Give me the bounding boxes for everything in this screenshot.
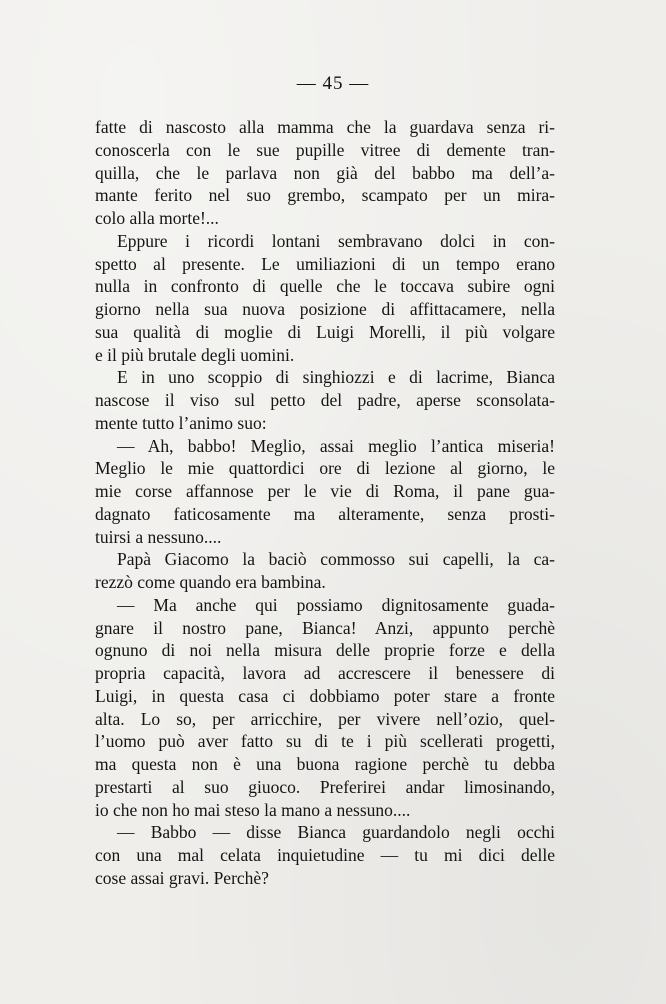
text-line: Eppure i ricordi lontani sembravano dolci in con- bbox=[117, 230, 555, 251]
text-line: ognuno di noi nella misura delle proprie forze e della bbox=[95, 640, 555, 661]
text-line: mie corse affannose per le vie di Roma, il pane gua- bbox=[95, 481, 555, 501]
text-line: fatte di nascosto alla mamma che la guardava senza ri- bbox=[95, 117, 555, 137]
text-line: Meglio le mie quattordici ore di lezione al giorno, le bbox=[95, 458, 555, 479]
text-line: io che non ho mai steso la mano a nessuno.... bbox=[95, 799, 411, 820]
text-line: — Babbo — disse Bianca guardandolo negli occhi bbox=[117, 822, 555, 843]
text-line: alta. Lo so, per arricchire, per vivere nell’ozio, quel- bbox=[95, 708, 555, 729]
text-line: l’uomo può aver fatto su di te i più scellerati progetti, bbox=[95, 731, 555, 752]
body-text bbox=[95, 116, 555, 890]
text-line: giorno nella sua nuova posizione di affittacamere, nella bbox=[95, 299, 555, 319]
text-line: E in uno scoppio di singhiozzi e di lacrime, Bianca bbox=[117, 367, 555, 388]
text-line: Luigi, in questa casa ci dobbiamo poter stare a fronte bbox=[95, 685, 555, 706]
text-line: rezzò come quando era bambina. bbox=[95, 572, 326, 592]
text-line: colo alla morte!... bbox=[95, 208, 219, 228]
text-line: tuirsi a nessuno.... bbox=[95, 526, 222, 547]
text-line: — Ma anche qui possiamo dignitosamente guada- bbox=[117, 594, 555, 615]
text-line: Papà Giacomo la baciò commosso sui capelli, la ca- bbox=[117, 549, 555, 570]
text-line: — Ah, babbo! Meglio, assai meglio l’antica miseria! bbox=[117, 435, 555, 456]
text-line: prestarti al suo giuoco. Preferirei andar limosinando, bbox=[95, 776, 555, 797]
text-line: gnare il nostro pane, Bianca! Anzi, appunto perchè bbox=[95, 617, 555, 638]
text-line: nulla in confronto di quelle che le toccava subire ogni bbox=[95, 276, 555, 297]
text-line: quilla, che le parlava non già del babbo ma dell’a- bbox=[95, 162, 555, 183]
text-line: nascose il viso sul petto del padre, aperse sconsolata- bbox=[95, 390, 555, 410]
page-number: — 45 — bbox=[296, 73, 370, 94]
text-line: cose assai gravi. Perchè? bbox=[95, 867, 269, 888]
text-line: dagnato faticosamente ma alteramente, senza prosti- bbox=[95, 503, 555, 524]
text-line: mente tutto l’animo suo: bbox=[95, 412, 267, 433]
text-line: con una mal celata inquietudine — tu mi dici delle bbox=[95, 845, 555, 865]
text-line: e il più brutale degli uomini. bbox=[95, 344, 295, 365]
text-line: mante ferito nel suo grembo, scampato per un mira- bbox=[95, 185, 555, 206]
text-line: ma questa non è una buona ragione perchè tu debba bbox=[95, 754, 555, 774]
text-line: conoscerla con le sue pupille vitree di demente tran- bbox=[95, 139, 555, 160]
text-line: spetto al presente. Le umiliazioni di un tempo erano bbox=[95, 253, 555, 274]
text-line: propria capacità, lavora ad accrescere il benessere di bbox=[95, 663, 555, 683]
text-line: sua qualità di moglie di Luigi Morelli, il più volgare bbox=[95, 321, 555, 342]
